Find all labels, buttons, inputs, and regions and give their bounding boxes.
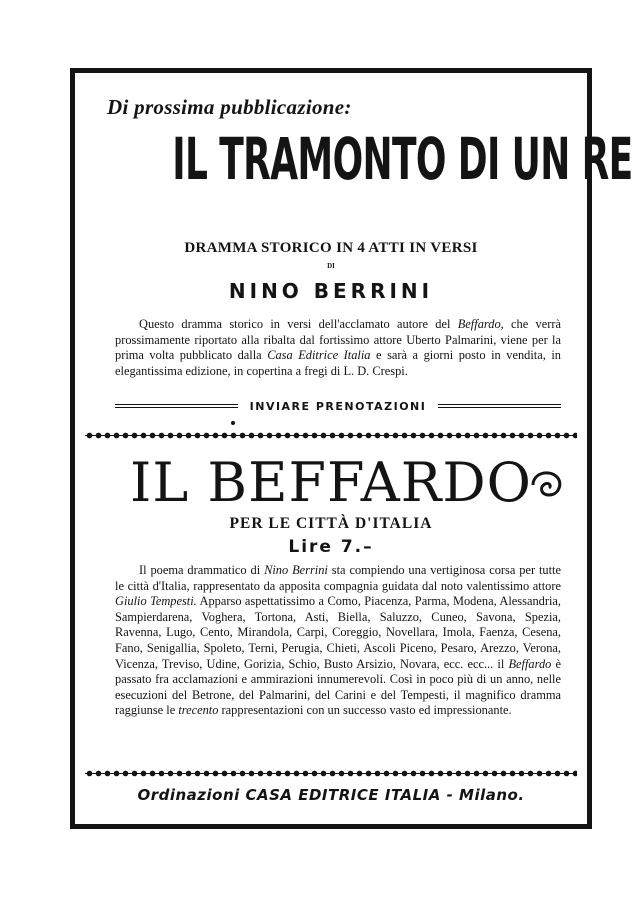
tramonto-subtitle: DRAMMA STORICO IN 4 ATTI IN VERSI [184, 240, 478, 256]
tramonto-description [115, 317, 561, 379]
beffardo-text-5: rappresentazioni con un successo vasto ed impressionante. [218, 703, 512, 718]
beffardo-text-2: sta compiendo una vertiginosa corsa per tutte le città d'Italia, rappresentato da apposita compagnia guidata dal noto valentissimo attore [115, 563, 561, 593]
beffardo-title: IL BEFFARDO [130, 451, 532, 514]
advertisement-frame [70, 68, 633, 829]
beffardo-price: Lire 7.– [288, 537, 374, 557]
beffardo-text-title: Beffardo [508, 656, 552, 671]
beffardo-description [115, 563, 561, 719]
notice-rule-right [438, 404, 561, 408]
advertisement-content [75, 73, 633, 824]
ornamental-divider-bottom [85, 769, 577, 778]
ornamental-divider-top [85, 431, 577, 440]
beffardo-text-1: Il poema drammatico di [139, 563, 265, 577]
tramonto-text-title: Beffardo, [457, 317, 504, 331]
beffardo-text-count: trecento [178, 703, 219, 718]
flourish-swirl-icon [527, 465, 567, 505]
tramonto-text-1: Questo dramma storico in versi dell'acclamato autore del [139, 317, 458, 331]
tramonto-title: IL TRAMONTO DI UN RE [172, 125, 633, 193]
forthcoming-kicker: Di prossima pubblicazione: [107, 95, 352, 119]
prenotation-label: INVIARE PRENOTAZIONI [249, 399, 427, 413]
beffardo-text-author: Nino Berrini [264, 563, 328, 577]
beffardo-text-3: Apparso aspettatissimo a Como, Piacenza, Parma, Modena, Alessandria, Sampierdarena, Voghera, Tortona, Asti, Biella, Saluzzo, Cuneo, Savona, Spezia, Ravenna, Lugo, Cento, Mirandola, Carpi, Coreggio, Novellara, Imola, Faenza, Cesena, Fano, Senigallia, Spoleto, Terni, Perugia, Chieti, Ascoli Piceno, Pesaro, Arezzo, Verona, Vicenza, Treviso, Udine, Gorizia, Schio, Busto Arsizio, Novara, ecc. ecc... il [115, 594, 561, 671]
order-line: Ordinazioni CASA EDITRICE ITALIA - Milano. [137, 786, 525, 804]
tramonto-text-publisher: Casa Editrice Italia [267, 348, 371, 363]
tramonto-text-2: che verrà prossimamente riportato alla ribalta dal fortissimo attore Uberto Palmarini, viene per la prima volta pubblicato dalla [115, 317, 561, 363]
author-name: NINO BERRINI [228, 279, 434, 303]
beffardo-subtitle: PER LE CITTÀ D'ITALIA [229, 515, 433, 532]
by-label: DI [327, 262, 335, 270]
beffardo-text-4: è passato fra acclamazioni e ammirazioni innumerevoli. Così in poco più di un anno, nelle esecuzioni del Betrone, del Palmarini, del Carini e del Tempesti, il magnifico dramma raggiunse le [115, 656, 561, 718]
beffardo-text-actor: Giulio Tempesti. [115, 594, 197, 609]
notice-rule-left [115, 404, 238, 408]
prenotation-notice [115, 398, 561, 414]
bullet-dot-icon [231, 421, 235, 425]
tramonto-text-3: e sarà a giorni posto in vendita, in elegantissima edizione, in copertina a fregi di L. D. Crespi. [115, 348, 561, 378]
